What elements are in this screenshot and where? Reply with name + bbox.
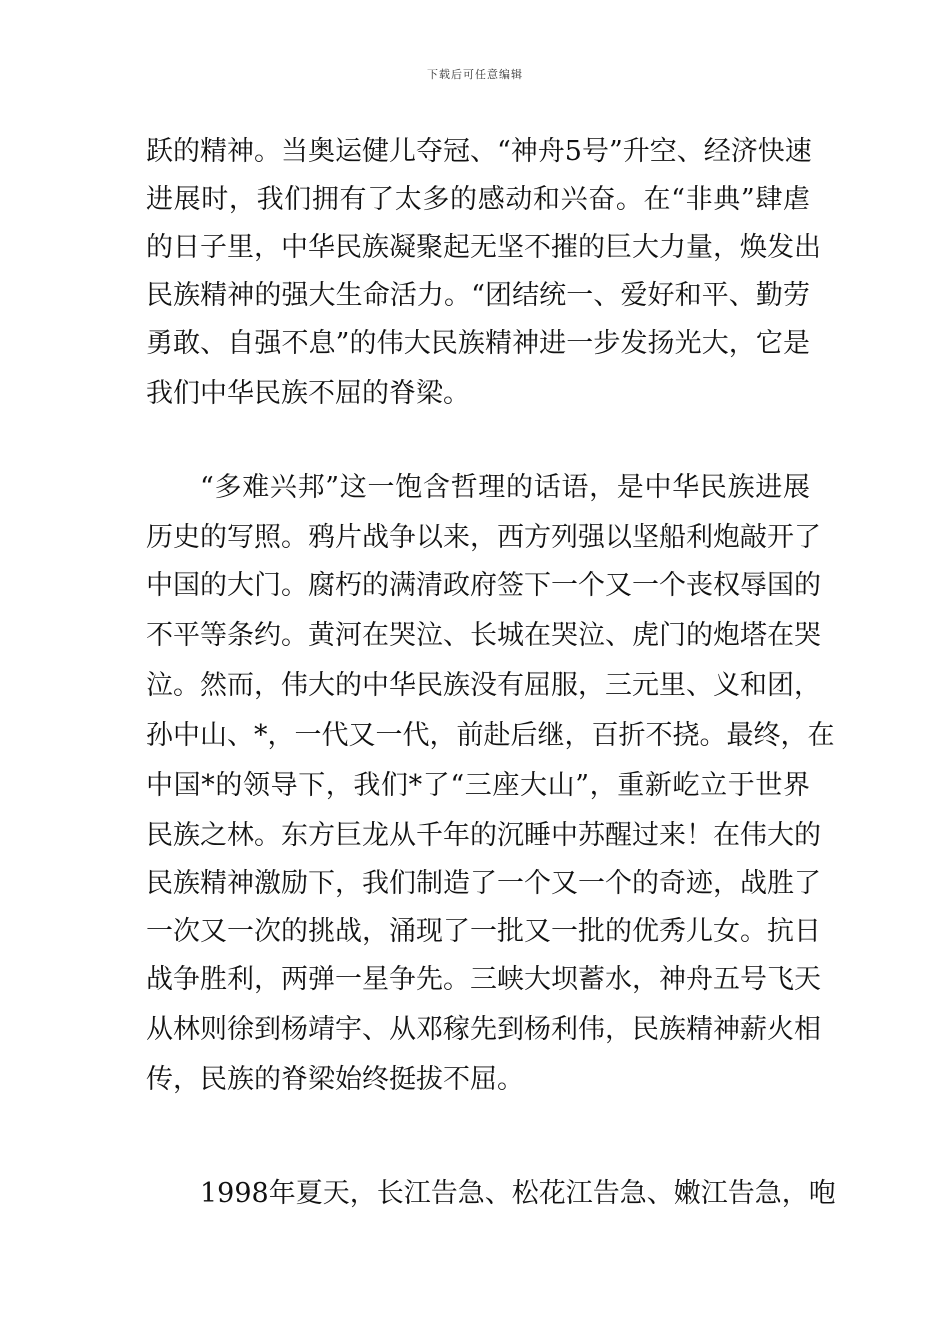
paragraph-2-line-12: 从林则徐到杨靖宇、从邓稼先到杨利伟，民族精神薪火相 — [146, 1014, 821, 1045]
paragraph-2-line-3: 中国的大门。腐朽的满清政府签下一个又一个丧权辱国的 — [146, 570, 821, 601]
paragraph-2-line-2: 历史的写照。鸦片战争以来，西方列强以坚船利炮敲开了 — [146, 522, 821, 553]
paragraph-2-line-9: 民族精神激励下，我们制造了一个又一个的奇迹，战胜了 — [146, 868, 821, 899]
paragraph-3-line-1: 1998年夏天，长江告急、松花江告急、嫩江告急，咆 — [200, 1178, 836, 1209]
paragraph-2-line-11: 战争胜利，两弹一星争先。三峡大坝蓄水，神舟五号飞天 — [146, 964, 821, 995]
paragraph-1-line-1: 跃的精神。当奥运健儿夺冠、“神舟5号”升空、经济快速 — [146, 136, 812, 167]
paragraph-2-line-8: 民族之林。东方巨龙从千年的沉睡中苏醒过来！在伟大的 — [146, 820, 821, 851]
paragraph-2-line-13: 传，民族的脊梁始终挺拔不屈。 — [146, 1064, 524, 1095]
paragraph-1-line-3: 的日子里，中华民族凝聚起无坚不摧的巨大力量，焕发出 — [146, 232, 821, 263]
paragraph-2-line-10: 一次又一次的挑战，涌现了一批又一批的优秀儿女。抗日 — [146, 916, 821, 947]
paragraph-2-line-4: 不平等条约。黄河在哭泣、长城在哭泣、虎门的炮塔在哭 — [146, 620, 821, 651]
paragraph-1-line-5: 勇敢、自强不息”的伟大民族精神进一步发扬光大，它是 — [146, 328, 810, 359]
paragraph-1-line-6: 我们中华民族不屈的脊梁。 — [146, 378, 470, 409]
paragraph-2-line-7: 中国*的领导下，我们*了“三座大山”，重新屹立于世界 — [146, 770, 810, 801]
paragraph-2-line-6: 孙中山、*，一代又一代，前赴后继，百折不挠。最终，在 — [146, 720, 835, 751]
page-header: 下载后可任意编辑 — [427, 68, 523, 81]
paragraph-2-line-5: 泣。然而，伟大的中华民族没有屈服，三元里、义和团， — [146, 670, 821, 701]
paragraph-1-line-2: 进展时，我们拥有了太多的感动和兴奋。在“非典”肆虐 — [146, 184, 810, 215]
paragraph-2-line-1: “多难兴邦”这一饱含哲理的话语，是中华民族进展 — [200, 472, 810, 503]
paragraph-1-line-4: 民族精神的强大生命活力。“团结统一、爱好和平、勤劳 — [146, 280, 810, 311]
